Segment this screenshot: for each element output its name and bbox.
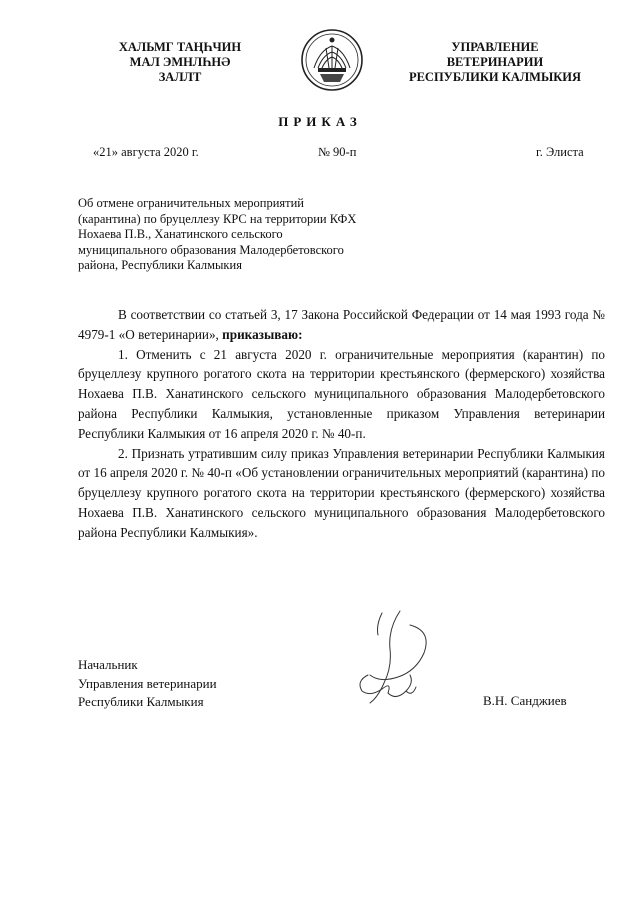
- intro-directive: приказываю:: [222, 326, 303, 342]
- header-russian: [395, 40, 595, 85]
- order-date: «21» августа 2020 г.: [93, 145, 199, 159]
- subject-line: Нохаева П.В., Ханатинского сельского: [78, 227, 283, 241]
- subject-line: муниципального образования Малодербетовского: [78, 242, 344, 257]
- document-title: ПРИКАЗ: [278, 114, 362, 129]
- intro-paragraph: [78, 305, 605, 345]
- signatory-name: В.Н. Санджиев: [483, 693, 567, 708]
- header-right-line: РЕСПУБЛИКИ КАЛМЫКИЯ: [408, 70, 582, 84]
- intro-text: В соответствии со статьей 3, 17 Закона Российской Федерации от 14 мая 1993 года № 4979-1 «О ветеринарии»,: [78, 307, 605, 342]
- order-body: [78, 305, 605, 543]
- header-right-line: ВЕТЕРИНАРИИ: [446, 55, 544, 69]
- item-paragraph-2: 2. Признать утратившим силу приказ Управления ветеринарии Республики Калмыкия от 16 апреля 2020 г. № 40-п «Об установлении ограничительных мероприятий (карантина) по бруцеллезу крупного рогатого скота на территории крестьянского (фермерского) хозяйства Нохаева П.В. Ханатинского сельского муниципального образования Малодербетовского района Республики Калмыкия».: [78, 445, 605, 540]
- emblem-icon: [300, 28, 364, 92]
- header-kalmyk: [95, 40, 265, 85]
- order-subject: [78, 196, 398, 274]
- order-number: № 90-п: [318, 145, 357, 159]
- position-line: Управления ветеринарии: [78, 675, 217, 691]
- header-left-line: ЗАЛЛТ: [158, 70, 202, 84]
- subject-line: Об отмене ограничительных мероприятий: [78, 196, 305, 210]
- position-line: Начальник: [78, 657, 138, 672]
- header-right-line: УПРАВЛЕНИЕ: [451, 40, 539, 54]
- subject-line: (карантина) по бруцеллезу КРС на территории КФХ: [78, 211, 357, 226]
- item-paragraph-1: 1. Отменить с 21 августа 2020 г. ограничительные мероприятия (карантин) по бруцеллезу крупного рогатого скота на территории крестьянского (фермерского) хозяйства Нохаева П.В. Ханатинского сельского муниципального образования Малодербетовского района Республики Калмыкия, установленные приказом Управления ветеринарии Республики Калмыкия от 16 апреля 2020 г. № 40-п.: [78, 346, 605, 441]
- header-left-line: ХАЛЬМГ ТАҢҺЧИН: [118, 40, 242, 54]
- order-city: г. Элиста: [536, 145, 584, 159]
- subject-line: района, Республики Калмыкия: [78, 258, 242, 272]
- position-line: Республики Калмыкия: [78, 694, 204, 709]
- handwritten-signature: [340, 605, 450, 715]
- signatory-position: [78, 656, 318, 712]
- header-left-line: МАЛ ЭМНЛҺНӘ: [129, 55, 231, 69]
